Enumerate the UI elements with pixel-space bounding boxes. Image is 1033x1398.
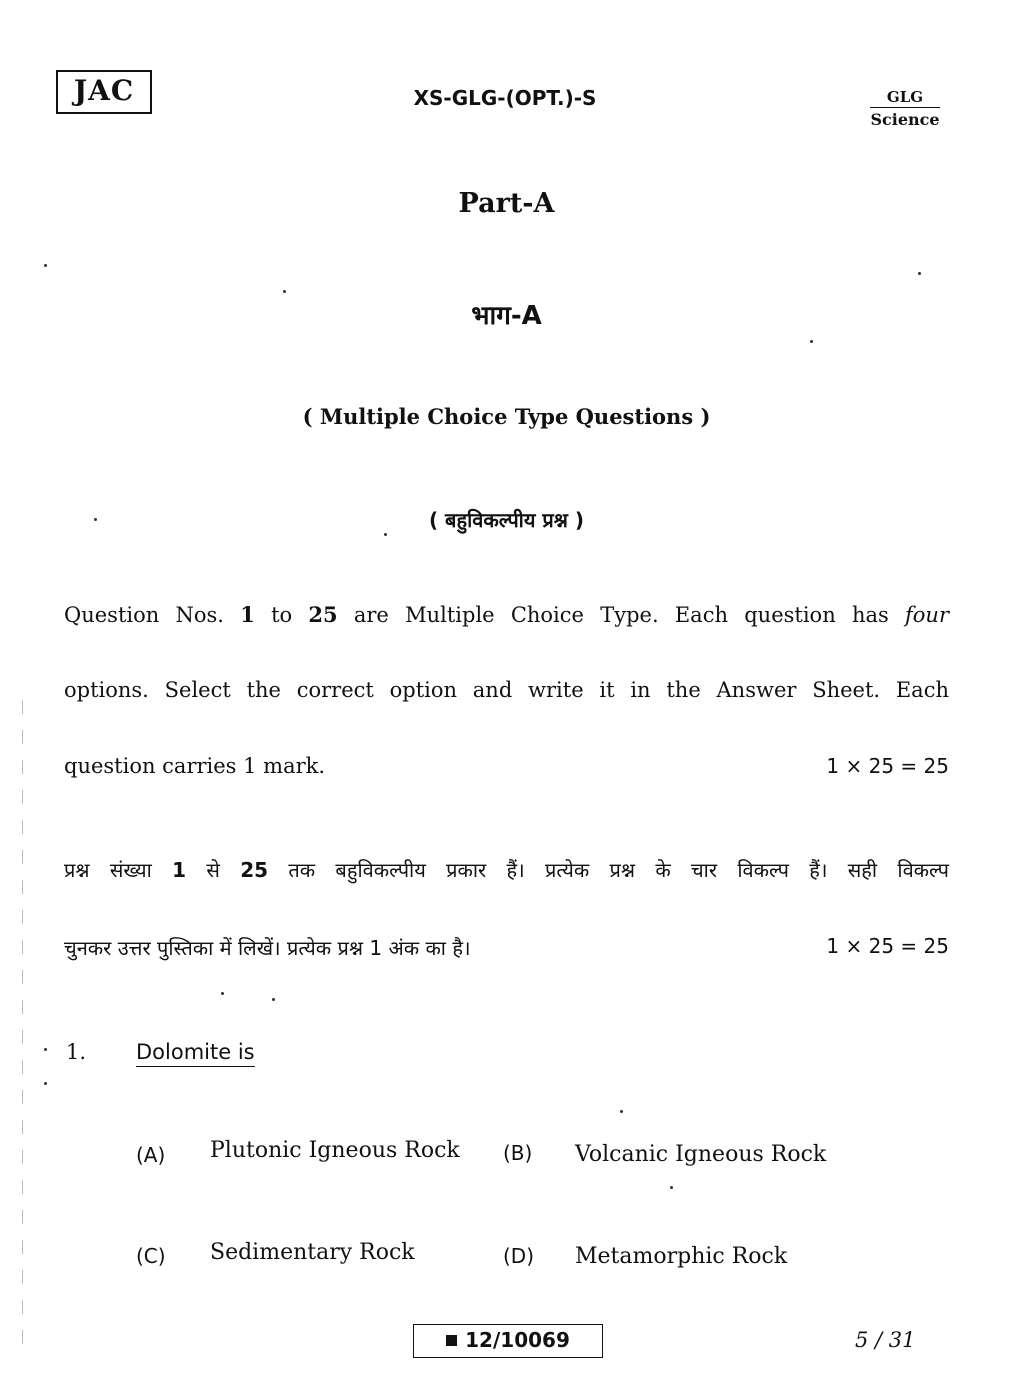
scan-speck — [44, 1048, 47, 1051]
marks-hi: 1 × 25 = 25 — [826, 934, 949, 958]
paper-code: XS-GLG-(OPT.)-S — [413, 86, 597, 110]
option-b-text: Volcanic Igneous Rock — [575, 1142, 827, 1167]
instr-text: से — [186, 858, 241, 882]
scan-speck — [44, 1082, 47, 1085]
scan-edge-line — [22, 700, 23, 1360]
section-title-hi: भाग-A — [471, 301, 542, 331]
instructions-en-line-3 — [64, 754, 949, 778]
board-name: JAC — [73, 74, 135, 107]
option-d-text: Metamorphic Rock — [575, 1244, 788, 1269]
question-text: Dolomite is — [136, 1040, 255, 1067]
serial-box — [413, 1324, 603, 1358]
instr-to: 25 — [308, 602, 338, 627]
instructions-en-line-1 — [64, 602, 949, 627]
scan-speck — [620, 1110, 623, 1113]
square-bullet-icon — [446, 1335, 457, 1346]
scan-speck — [221, 992, 224, 995]
serial-number: 12/10069 — [465, 1328, 570, 1352]
section-type-en: ( Multiple Choice Type Questions ) — [302, 404, 711, 429]
instr-text: question carries 1 mark. — [64, 754, 326, 778]
stream-name: Science — [870, 110, 940, 129]
option-d-label: (D) — [503, 1244, 535, 1268]
instr-text: तक बहुविकल्पीय प्रकार हैं। प्रत्येक प्रश्न के चार विकल्प हैं। सही विकल्प — [268, 858, 949, 882]
instr-text: चुनकर उत्तर पुस्तिका में लिखें। प्रत्येक प्रश्न 1 अंक का है। — [64, 936, 471, 960]
option-c-text: Sedimentary Rock — [210, 1240, 415, 1265]
instr-text: are Multiple Choice Type. Each question has — [337, 603, 906, 627]
scan-speck — [283, 290, 286, 293]
option-a-label: (A) — [136, 1143, 166, 1167]
subject-label — [860, 88, 950, 129]
section-type-hi: ( बहुविकल्पीय प्रश्न ) — [428, 508, 585, 532]
instr-from: 1 — [240, 602, 255, 627]
board-logo-box — [56, 70, 152, 114]
instructions-hi-line-1 — [64, 856, 949, 883]
scan-speck — [918, 272, 921, 275]
instr-text: प्रश्न संख्या — [64, 858, 173, 882]
section-title-en: Part-A — [458, 188, 555, 219]
instr-to: 25 — [240, 858, 269, 882]
instructions-hi-line-2 — [64, 934, 949, 961]
marks-en: 1 × 25 = 25 — [826, 754, 949, 778]
instr-text: to — [254, 603, 309, 627]
option-a-text: Plutonic Igneous Rock — [210, 1138, 460, 1163]
option-c-label: (C) — [136, 1244, 166, 1268]
instr-from: 1 — [172, 858, 187, 882]
subject-code: GLG — [870, 88, 940, 108]
question-number: 1. — [66, 1040, 87, 1064]
option-b-label: (B) — [503, 1141, 533, 1165]
instr-text: Question Nos. — [64, 603, 241, 627]
scan-speck — [94, 518, 97, 521]
scan-speck — [810, 340, 813, 343]
page-number: 5 / 31 — [855, 1328, 916, 1352]
instr-four: four — [905, 603, 949, 627]
scan-speck — [44, 264, 47, 267]
scan-speck — [670, 1186, 673, 1189]
scan-speck — [272, 998, 275, 1001]
instructions-en-line-2: options. Select the correct option and write it in the Answer Sheet. Each — [64, 678, 949, 702]
scan-speck — [384, 533, 387, 536]
